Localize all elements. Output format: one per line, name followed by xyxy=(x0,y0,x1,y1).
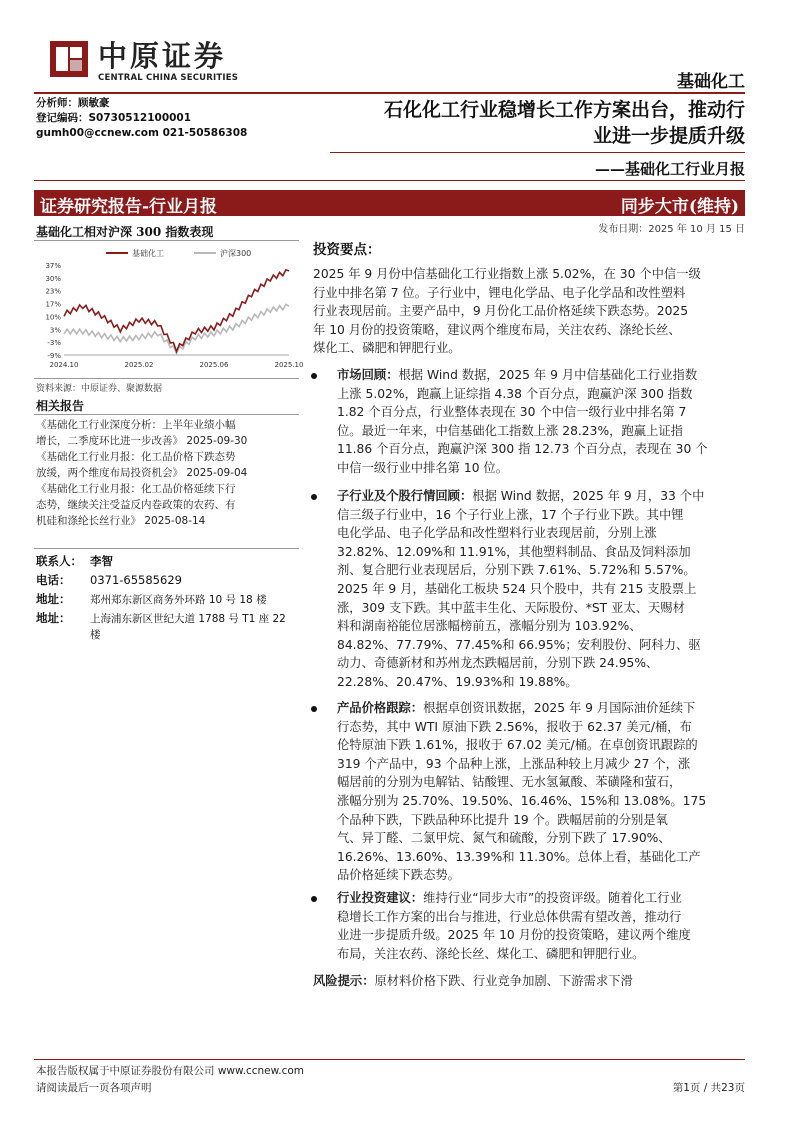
sub-industry-label: 子行业及个股行情回顾： xyxy=(337,489,473,503)
x-tick-label: 2025.06 xyxy=(199,361,229,369)
footer-rule xyxy=(34,1059,745,1060)
related-report-item[interactable]: 《基础化工行业深度分析：上半年业绩小幅 增长，二季度环比进一步改善》 2025-09-30 xyxy=(36,419,248,447)
report-title xyxy=(384,97,745,149)
address1-label: 地址： xyxy=(36,592,71,606)
contact-person-label: 联系人： xyxy=(36,554,82,568)
bullet-icon xyxy=(311,494,317,500)
x-tick-label: 2025.02 xyxy=(124,361,154,369)
x-tick-label: 2025.10 xyxy=(274,361,304,369)
price-tracking: 产品价格跟踪：根据卓创资讯数据，2025 年 9 月国际油价延续下 行态势，其中 WTI 原油下跌 2.56%，报收于 62.37 美元/桶，布 伦特原油下跌 1.61%，报收于 67.02 美元/桶。在卓创资讯跟踪的 319 个产品中，93 个品种上涨，上涨品种较上月减少 27 个，涨 幅居前的分别为电解钴、钴酸锂、无水氢氟酸、苯磺隆和萤石， 涨幅分别为 25.70%、19.50%、16.46%、15%和 13.08%。175 个品种下跌，下跌品种环比提升 19 个。跌幅居前的分别是氧 气、异丁醛、二氯甲烷、氮气和硫酸，分别下跌了 17.90%、 16.26%、13.60%、13.39%和 11.30%。总体上看，基础化工产 品价格延续下跌态势。 xyxy=(337,701,707,883)
investment-advice: 行业投资建议：维持行业“同步大市”的投资评级。随着化工行业 稳增长工作方案的出台与推进，行业总体供需有望改善，推动行 业进一步提质升级。2025 年 10 月份的投资策略，建议两个维度 布局，关注农药、涤纶长丝、煤化工、磷肥和钾肥行业。 xyxy=(337,891,691,961)
address1: 郑州郑东新区商务外环路 10 号 18 楼 xyxy=(90,594,267,606)
price-tracking-label: 产品价格跟踪： xyxy=(337,701,424,715)
company-name-en: CENTRAL CHINA SECURITIES xyxy=(98,73,239,83)
related-rule xyxy=(34,414,299,415)
analyst-label: 分析师： xyxy=(36,97,78,109)
legend-label: 基础化工 xyxy=(132,249,164,258)
report-subtitle: ——基础化工行业月报 xyxy=(594,160,745,178)
bullet-icon xyxy=(311,896,317,902)
report-type: 证券研究报告-行业月报 xyxy=(40,197,218,217)
relative-performance-chart xyxy=(34,243,304,373)
risk-warning xyxy=(313,972,748,991)
bullet-icon xyxy=(311,373,317,379)
analyst-info xyxy=(36,96,247,141)
analyst-name: 顾敏豪 xyxy=(78,97,110,109)
market-review: 市场回顾：根据 Wind 数据，2025 年 9 月中信基础化工行业指数 上涨 5.02%，跑赢上证综指 4.38 个百分点，跑赢沪深 300 指数 1.82 个百分点，行业整体表现在 30 个中信一级行业中排名第 7 位。最近一年来，中信基础化工指数上涨 28.23%，跑赢上证指 11.86 个百分点，跑赢沪深 300 指 12.73 个百分点，表现在 30 个 中信一级行业中排名第 10 位。 xyxy=(337,368,708,475)
contact-block xyxy=(36,552,298,643)
related-heading: 相关报告 xyxy=(36,399,85,413)
chart-title-rule xyxy=(34,240,299,241)
series-line xyxy=(64,270,289,352)
report-title-line1: 石化化工行业稳增长工作方案出台，推动行 xyxy=(383,99,745,121)
reg-label: 登记编码： xyxy=(36,112,89,124)
disclaimer-note: 请阅读最后一页各项声明 xyxy=(36,1082,152,1094)
x-tick-label: 2024.10 xyxy=(49,361,79,369)
subtitle-rule xyxy=(34,180,745,181)
rating: 同步大市(维持) xyxy=(620,197,739,217)
chart-title: 基础化工相对沪深 300 指数表现 xyxy=(36,225,214,239)
address2: 上海浦东新区世纪大道 1788 号 T1 座 22 xyxy=(90,613,286,625)
y-tick-label: 23% xyxy=(45,287,61,296)
copyright: 本报告版权属于中原证券股份有限公司 www.ccnew.com xyxy=(36,1065,305,1077)
source-note: 资料来源：中原证券、聚源数据 xyxy=(36,384,163,394)
risk-text: 原材料价格下跌、行业竞争加剧、下游需求下滑 xyxy=(374,974,633,988)
company-logo xyxy=(50,41,88,77)
company-name-cn: 中原证券 xyxy=(98,39,227,73)
contact-phone-label: 电话： xyxy=(36,573,71,587)
y-tick-label: 17% xyxy=(45,300,61,309)
points-heading: 投资要点： xyxy=(313,242,381,258)
sector-label: 基础化工 xyxy=(677,72,745,92)
bullet-icon xyxy=(311,706,317,712)
report-title-line2: 业进一步提质升级 xyxy=(592,125,745,147)
address2-label: 地址： xyxy=(36,611,71,625)
page-number: 第1页 / 共23页 xyxy=(672,1082,745,1094)
y-tick-label: 37% xyxy=(45,262,61,270)
market-review-label: 市场回顾： xyxy=(337,368,399,382)
publish-date: 发布日期：2025 年 10 月 15 日 xyxy=(598,224,745,235)
y-tick-label: -9% xyxy=(47,352,61,360)
y-tick-label: -3% xyxy=(47,339,61,348)
investment-advice-label: 行业投资建议： xyxy=(337,891,424,905)
contact-person: 李智 xyxy=(90,554,113,568)
related-report-item[interactable]: 《基础化工行业月报：化工品价格下跌态势 放缓，两个维度布局投资机会》 2025-09-04 xyxy=(36,451,248,479)
chart-bottom-rule xyxy=(34,378,299,379)
analyst-contact: gumh00@ccnew.com 021-50586308 xyxy=(36,127,248,139)
intro-paragraph: 2025 年 9 月份中信基础化工行业指数上涨 5.02%，在 30 个中信一级 行业中排名第 7 位。子行业中，锂电化学品、电子化学品和改性塑料 行业表现居前。主要产品中，9 月份化工品价格延续下跌态势。2025 年 10 月份的投资策略，建议两个维度布局，关注农药、涤纶长丝、 煤化工、磷肥和钾肥行业。 xyxy=(313,267,701,356)
related-report-item[interactable]: 《基础化工行业月报：化工品价格延续下行 态势，继续关注受益反内卷政策的农药、有 机硅和涤纶长丝行业》 2025-08-14 xyxy=(36,483,236,527)
title-rule xyxy=(330,152,745,153)
related-reports xyxy=(36,417,298,529)
header-rule xyxy=(34,92,745,94)
y-tick-label: 10% xyxy=(45,313,61,322)
report-banner xyxy=(34,190,745,216)
contact-rule xyxy=(34,548,299,549)
risk-label: 风险提示： xyxy=(313,974,375,988)
address2-cont: 楼 xyxy=(90,629,101,641)
contact-phone: 0371-65585629 xyxy=(90,573,182,587)
sub-industry-review: 子行业及个股行情回顾：根据 Wind 数据，2025 年 9 月，33 个中 信三级子行业中，16 个子行业上涨，17 个子行业下跌。其中锂 电化学品、电子化学品和改性塑料行业表现居前，分别上涨 32.82%、12.09%和 11.91%，其他塑料制品、食品及饲料添加 剂、复合肥行业表现居后，分别下跌 7.61%、5.72%和 5.57%。 2025 年 9 月，基础化工板块 524 只个股中，共有 215 支股票上 涨，309 支下跌。其中蓝丰生化、天际股份、*ST 亚太、天赐材 料和湖南裕能位居涨幅榜前五，涨幅分别为 103.92%、 84.82%、77.79%、77.45%和 66.95%；安利股份、阿科力、驱 动力、奇德新材和苏州龙杰跌幅居前，分别下跌 24.95%、 22.28%、20.47%、19.93%和 19.88%。 xyxy=(337,489,705,689)
y-tick-label: 3% xyxy=(49,326,61,335)
legend-label: 沪深300 xyxy=(220,249,252,258)
reg-code: S0730512100001 xyxy=(88,112,192,124)
y-tick-label: 30% xyxy=(45,274,61,283)
